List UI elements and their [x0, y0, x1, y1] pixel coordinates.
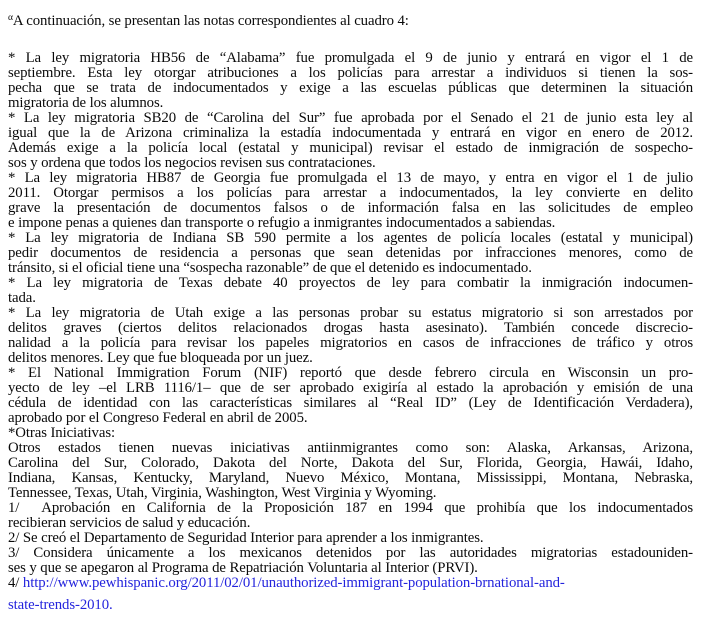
intro-text: A continuación, se presentan las notas correspondientes al cuadro 4:	[12, 13, 409, 29]
text-line: yecto de ley –el LRB 1116/1– que de ser aprobado exigiría al estado la aprobación y emisión de una	[8, 380, 693, 396]
text-line: Indiana, Kansas, Kentucky, Maryland, Nuevo México, Montana, Mississippi, Montana, Nebraska,	[8, 470, 693, 486]
text-line: delitos menores. Ley que fue bloqueada por un juez.	[8, 350, 313, 366]
text-line: 1/ Aprobación en California de la Proposición 187 en 1994 que prohibía que los indocumentados	[8, 500, 693, 516]
text-line: migratoria de los alumnos.	[8, 95, 164, 111]
text-line: septiembre. Esta ley otorgar atribuciones a los policías para arrestar a individuos si tienen la sos-	[8, 65, 693, 81]
text-line: * La ley migratoria de Indiana SB 590 permite a los agentes de policía locales (estatal y municipal)	[8, 230, 693, 246]
source-note-prefix: 4/	[8, 575, 23, 591]
text-line: e impone penas a quienes dan transporte o refugio a inmigrantes indocumentados a sabiendas.	[8, 215, 556, 231]
text-line: Carolina del Sur, Colorado, Dakota del Norte, Dakota del Sur, Florida, Georgia, Hawái, Idaho,	[8, 455, 693, 471]
text-line: Otros estados tienen nuevas iniciativas antiinmigrantes como son: Alaska, Arkansas, Arizona,	[8, 440, 693, 456]
text-line: * La ley migratoria SB20 de “Carolina del Sur” fue aprobada por el Senado el 21 de junio esta ley al	[8, 110, 693, 126]
text-line: * La ley migratoria HB56 de “Alabama” fue promulgada el 9 de junio y entrará en vigor el 1 de	[8, 50, 693, 66]
text-line: 2/ Se creó el Departamento de Seguridad Interior para aprender a los inmigrantes.	[8, 530, 484, 546]
source-note-line-1	[8, 576, 693, 591]
text-line: recibieran servicios de salud y educación.	[8, 515, 251, 531]
text-line: grave la presentación de documentos falsos o de información falsa en las solicitudes de empleo	[8, 200, 693, 216]
text-line: * El National Immigration Forum (NIF) reportó que desde febrero circula en Wisconsin un pro-	[8, 365, 693, 381]
text-line: tada.	[8, 290, 36, 306]
text-line: cédula de identidad con las características similares al “Real ID” (Ley de Identificación Verdadera),	[8, 395, 693, 411]
notes-block	[8, 51, 693, 576]
text-line: sos y ordena que todos los negocios revisen sus contrataciones.	[8, 155, 376, 171]
text-line: * La ley migratoria HB87 de Georgia fue promulgada el 13 de mayo, y entra en vigor el 1 de julio	[8, 170, 693, 186]
text-line: delitos graves (ciertos delitos relacionados drogas hasta asesinato). También concede discrecio-	[8, 320, 693, 336]
text-line: ses y que se apegaron al Programa de Repatriación Voluntaria al Interior (PRVI).	[8, 560, 478, 576]
text-line: nalidad a la policía para revisar los papeles migratorios en casos de infracciones de tráfico y otros	[8, 335, 693, 351]
source-link[interactable]: http://www.pewhispanic.org/2011/02/01/unauthorized-immigrant-population-brnational-and-	[22, 575, 565, 591]
text-line: 2011. Otorgar permisos a los policías para arrestar a indocumentados, la ley convierte en delito	[8, 185, 693, 201]
text-line: igual que la de Arizona criminaliza la estadía indocumentada y entrará en vigor en enero de 2012.	[8, 125, 693, 141]
text-line: * La ley migratoria de Utah exige a las personas probar su estatus migratorio si son arrestados por	[8, 305, 693, 321]
source-note-line-2	[8, 598, 693, 613]
text-line: * La ley migratoria de Texas debate 40 proyectos de ley para combatir la inmigración indocumen-	[8, 275, 693, 291]
intro-line	[8, 14, 693, 29]
footnote-marker: α	[8, 13, 13, 23]
text-line: tránsito, si el oficial tiene una “sospecha razonable” de que el detenido es indocumentado.	[8, 260, 532, 276]
text-line: pedir documentos de residencia a personas que sean detenidas por infracciones menores, como de	[8, 245, 693, 261]
text-line: Además exige a la policía local (estatal y municipal) revisar el estado de inmigración de sospecho-	[8, 140, 693, 156]
text-line: Tennessee, Texas, Utah, Virginia, Washington, West Virginia y Wyoming.	[8, 485, 437, 501]
text-line: aprobado por el Congreso Federal en abril de 2005.	[8, 410, 308, 426]
text-line: 3/ Considera únicamente a los mexicanos detenidos por las autoridades migratorias estadouniden-	[8, 545, 693, 561]
text-line: pecha que se trata de indocumentados y exige a las escuelas públicas que determinen la situación	[8, 80, 693, 96]
text-line: *Otras Iniciativas:	[8, 425, 115, 441]
source-link-continued[interactable]: state-trends-2010.	[8, 597, 113, 613]
